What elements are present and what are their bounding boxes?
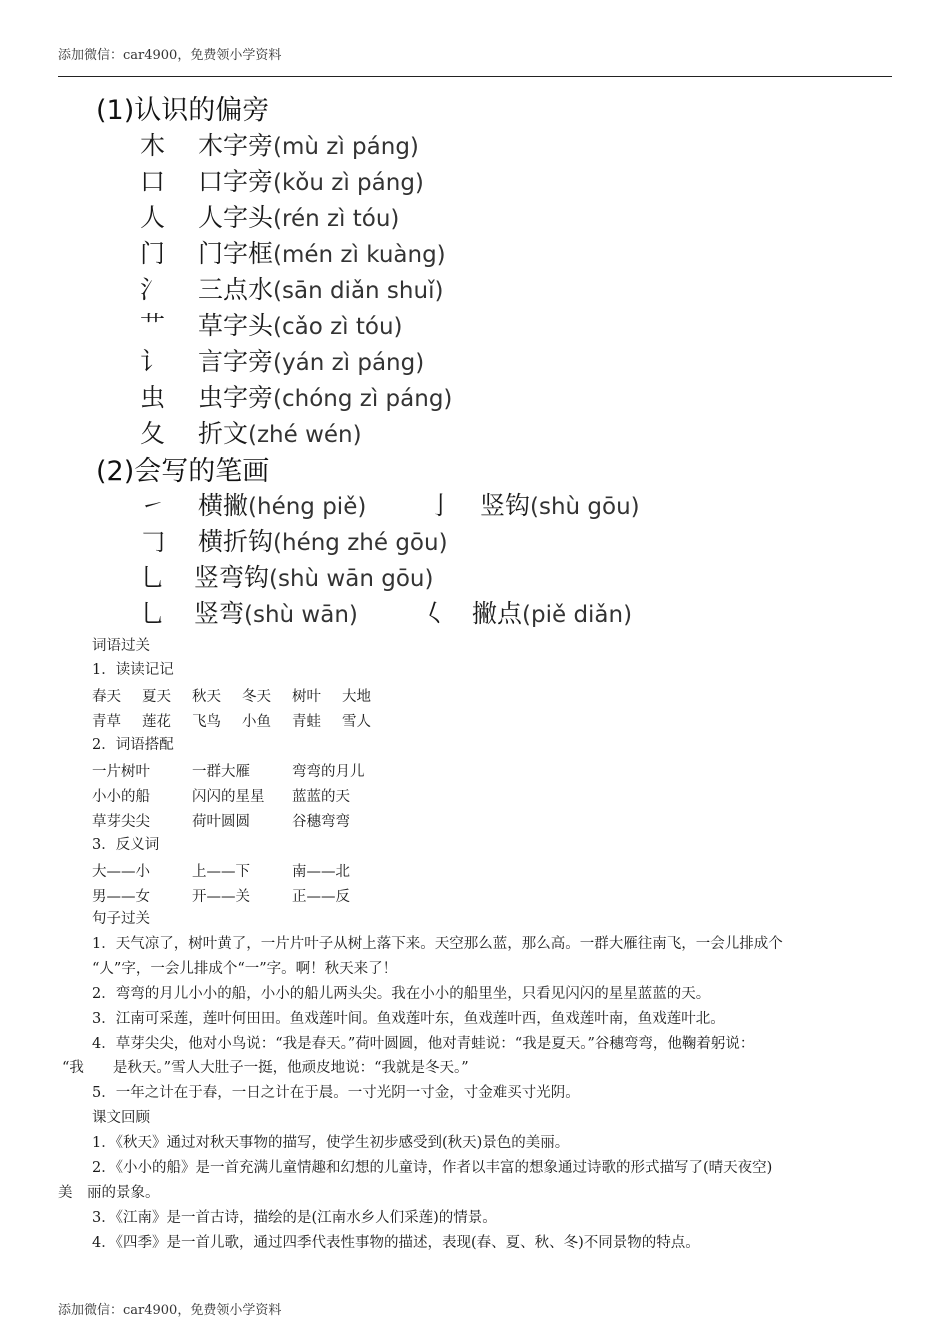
radical-symbol: 人 [140, 203, 166, 232]
word-cell: 冬天 [242, 689, 271, 705]
radical-name: 木字旁 [198, 131, 274, 160]
sentence-line: 2．弯弯的月儿小小的船，小小的船儿两头尖。我在小小的船里坐，只看见闪闪的星星蓝蓝的天。 [92, 986, 711, 1002]
review-line: 1．《秋天》通过对秋天事物的描写，使学生初步感受到(秋天)景色的美丽。 [92, 1135, 570, 1151]
stroke-symbol: 𡿨 [422, 599, 448, 628]
word-cell: 一群大雁 [192, 764, 250, 780]
word-cell: 青蛙 [292, 714, 321, 730]
word-cell: 上——下 [192, 864, 250, 880]
radicals-heading: (1)认识的偏旁 [96, 95, 270, 126]
word-cell: 谷穗弯弯 [292, 814, 350, 830]
stroke-name: 横撇 [198, 491, 249, 520]
word-cell: 开——关 [192, 889, 250, 905]
word-cell: 小小的船 [92, 789, 150, 805]
stroke-name: 竖钩 [480, 491, 531, 520]
radical-name: 折文 [198, 419, 249, 448]
word-cell: 闪闪的星星 [192, 789, 265, 805]
word-cell: 青草 [92, 714, 121, 730]
stroke-symbol: 亅 [428, 491, 454, 520]
radical-pinyin: (zhé wén) [248, 422, 362, 448]
radical-symbol: 口 [140, 167, 166, 196]
word-cell: 小鱼 [242, 714, 271, 730]
sentence-line: “人”字，一会儿排成个“一”字。啊！秋天来了！ [92, 961, 398, 977]
review-line: 2．《小小的船》是一首充满儿童情趣和幻想的儿童诗，作者以丰富的想象通过诗歌的形式描写了(晴天夜空) [92, 1160, 773, 1176]
radical-symbol: 讠 [140, 347, 166, 376]
radical-pinyin: (mù zì páng) [273, 134, 419, 160]
radical-name: 虫字旁 [198, 383, 274, 412]
words-title: 词语过关 [92, 638, 150, 654]
radical-symbol: 虫 [140, 383, 166, 412]
radical-name: 草字头 [198, 311, 274, 340]
word-cell: 树叶 [292, 689, 321, 705]
review-line: 3．《江南》是一首古诗，描绘的是(江南水乡人们采莲)的情景。 [92, 1210, 497, 1226]
radical-pinyin: (sān diǎn shuǐ) [273, 278, 444, 304]
radical-name: 口字旁 [198, 167, 274, 196]
radical-name: 人字头 [198, 203, 274, 232]
review-title: 课文回顾 [92, 1110, 150, 1126]
stroke-pinyin: (piě diǎn) [522, 602, 633, 628]
stroke-pinyin: (shù wān gōu) [269, 566, 434, 592]
word-cell: 大地 [342, 689, 371, 705]
stroke-pinyin: (héng piě) [248, 494, 367, 520]
word-cell: 正——反 [292, 889, 350, 905]
word-cell: 男——女 [92, 889, 150, 905]
sentence-line: “我 是秋天。”雪人大肚子一挺，他顽皮地说：“我就是冬天。” [62, 1060, 469, 1076]
header-note: 添加微信：car4900，免费领小学资料 [58, 48, 282, 63]
radical-pinyin: (rén zì tóu) [273, 206, 400, 232]
stroke-symbol: ㇀ [140, 491, 166, 520]
word-cell: 大——小 [92, 864, 150, 880]
word-cell: 荷叶圆圆 [192, 814, 250, 830]
radical-symbol: 门 [140, 239, 166, 268]
word-cell: 雪人 [342, 714, 371, 730]
sentences-title: 句子过关 [92, 911, 150, 927]
word-cell: 春天 [92, 689, 121, 705]
review-line: 美 丽的景象。 [58, 1185, 160, 1201]
radical-pinyin: (mén zì kuàng) [273, 242, 446, 268]
radical-symbol: 氵 [140, 275, 166, 304]
radical-name: 门字框 [198, 239, 274, 268]
radical-name: 三点水 [198, 275, 274, 304]
stroke-name: 竖弯 [194, 599, 245, 628]
word-cell: 秋天 [192, 689, 221, 705]
stroke-name: 竖弯钩 [194, 563, 270, 592]
stroke-name: 横折钩 [198, 527, 274, 556]
sentence-line: 1．天气凉了，树叶黄了，一片片叶子从树上落下来。天空那么蓝，那么高。一群大雁往南飞，一会儿排成个 [92, 936, 783, 952]
radical-pinyin: (yán zì páng) [273, 350, 425, 376]
word-cell: 南——北 [292, 864, 350, 880]
word-cell: 蓝蓝的天 [292, 789, 350, 805]
word-cell: 一片树叶 [92, 764, 150, 780]
word-cell: 弯弯的月儿 [292, 764, 365, 780]
stroke-name: 撇点 [472, 599, 523, 628]
sentence-line: 3．江南可采莲，莲叶何田田。鱼戏莲叶间。鱼戏莲叶东，鱼戏莲叶西，鱼戏莲叶南，鱼戏莲叶北。 [92, 1011, 725, 1027]
footer-note: 添加微信：car4900，免费领小学资料 [58, 1303, 282, 1318]
word-cell: 草芽尖尖 [92, 814, 150, 830]
stroke-pinyin: (héng zhé gōu) [273, 530, 448, 556]
radical-name: 言字旁 [198, 347, 274, 376]
words-s2-title: 2．词语搭配 [92, 737, 174, 753]
radical-pinyin: (cǎo zì tóu) [273, 314, 403, 340]
stroke-pinyin: (shù wān) [244, 602, 358, 628]
header-divider [58, 76, 892, 77]
words-s1-title: 1．读读记记 [92, 662, 174, 678]
sentence-line: 5．一年之计在于春，一日之计在于晨。一寸光阴一寸金，寸金难买寸光阴。 [92, 1085, 580, 1101]
stroke-symbol: 𠃌 [140, 527, 166, 556]
stroke-symbol: 乚 [140, 599, 166, 628]
word-cell: 莲花 [142, 714, 171, 730]
review-line: 4．《四季》是一首儿歌，通过四季代表性事物的描述，表现(春、夏、秋、冬)不同景物的特点。 [92, 1235, 700, 1251]
radical-symbol: 艹 [140, 311, 166, 340]
stroke-symbol: 乚 [140, 563, 166, 592]
radical-pinyin: (kǒu zì páng) [273, 170, 424, 196]
radical-symbol: 木 [140, 131, 166, 160]
radical-pinyin: (chóng zì páng) [273, 386, 453, 412]
words-s3-title: 3．反义词 [92, 837, 160, 853]
strokes-heading: (2)会写的笔画 [96, 456, 270, 487]
radical-symbol: 夂 [140, 419, 166, 448]
word-cell: 飞鸟 [192, 714, 221, 730]
stroke-pinyin: (shù gōu) [530, 494, 640, 520]
word-cell: 夏天 [142, 689, 171, 705]
sentence-line: 4．草芽尖尖，他对小鸟说：“我是春天。”荷叶圆圆，他对青蛙说：“我是夏天。”谷穗弯弯，他鞠着躬说： [92, 1036, 755, 1052]
